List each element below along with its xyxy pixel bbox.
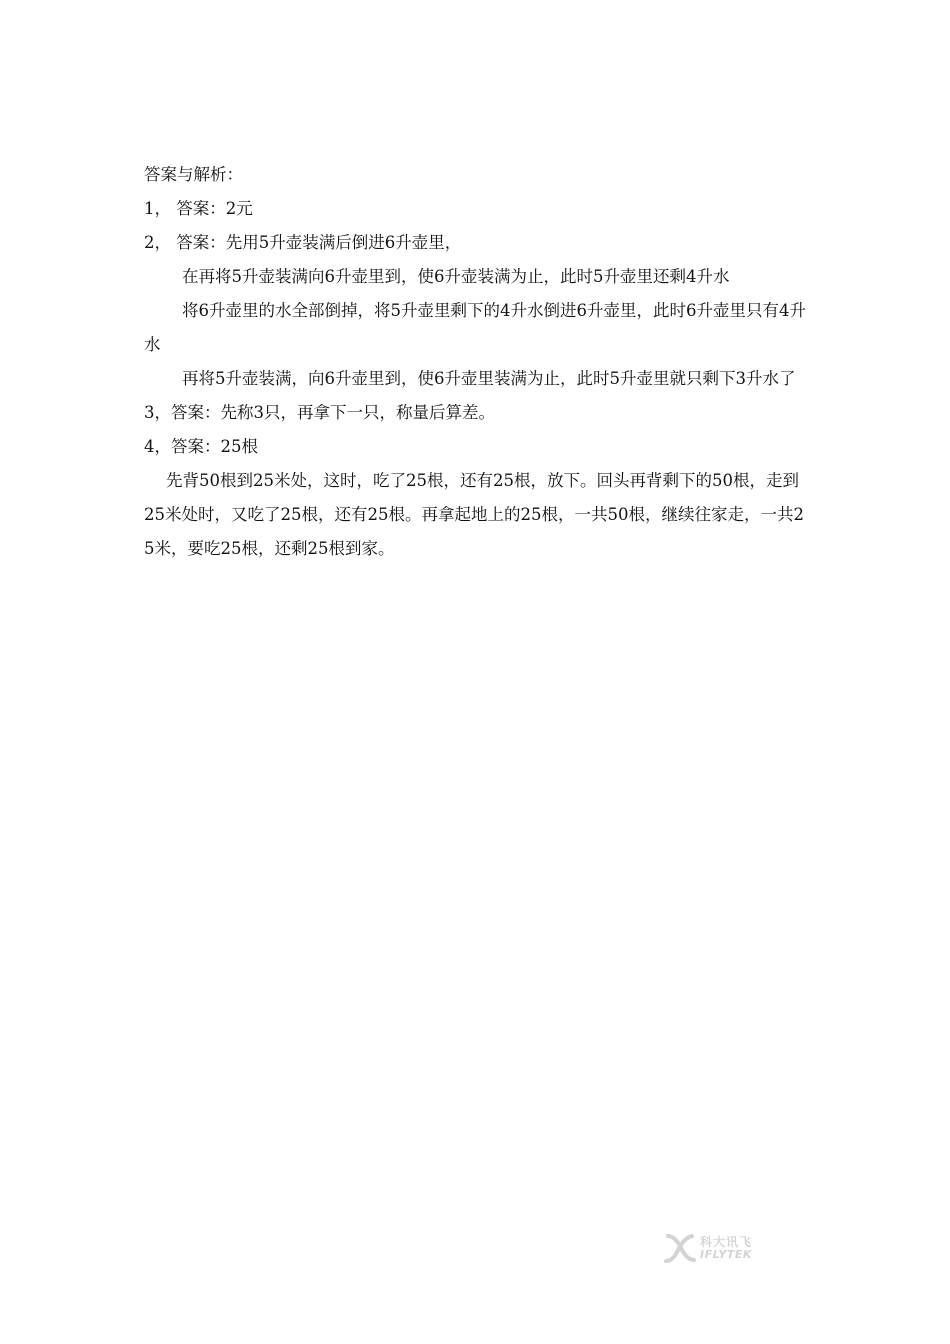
answer-1: 1， 答案：2元 [144,199,253,218]
iflytek-watermark [662,1228,774,1268]
answer-2-step-1: 在再将5升壶装满向6升壶里到，使6升壶装满为止，此时5升壶里还剩4升水 [182,267,730,286]
answer-2-step-2: 将6升壶里的水全部倒掉，将5升壶里剩下的4升水倒进6升壶里，此时6升壶里只有4升水 [144,301,806,354]
answer-3: 3，答案：先称3只，再拿下一只，称量后算差。 [144,403,495,422]
answer-4: 4，答案：25根 [144,437,258,456]
answer-2-step-3: 再将5升壶装满，向6升壶里到，使6升壶里装满为止，此时5升壶里就只剩下3升水了 [182,369,796,388]
iflytek-logo-icon [662,1230,698,1266]
answer-4-explanation: 先背50根到25米处，这时，吃了25根，还有25根，放下。回头再背剩下的50根，走到25米处时，又吃了25根，还有25根。再拿起地上的25根，一共50根，继续往家走，一共25米，要吃25根，还剩25根到家。 [144,471,804,558]
answer-document [144,158,806,566]
watermark-name-cn: 科大讯飞 [700,1234,753,1249]
watermark-name-en: IFLYTEK [700,1247,752,1261]
answer-2-intro: 2， 答案：先用5升壶装满后倒进6升壶里， [144,233,462,252]
answer-heading: 答案与解析： [144,165,243,184]
